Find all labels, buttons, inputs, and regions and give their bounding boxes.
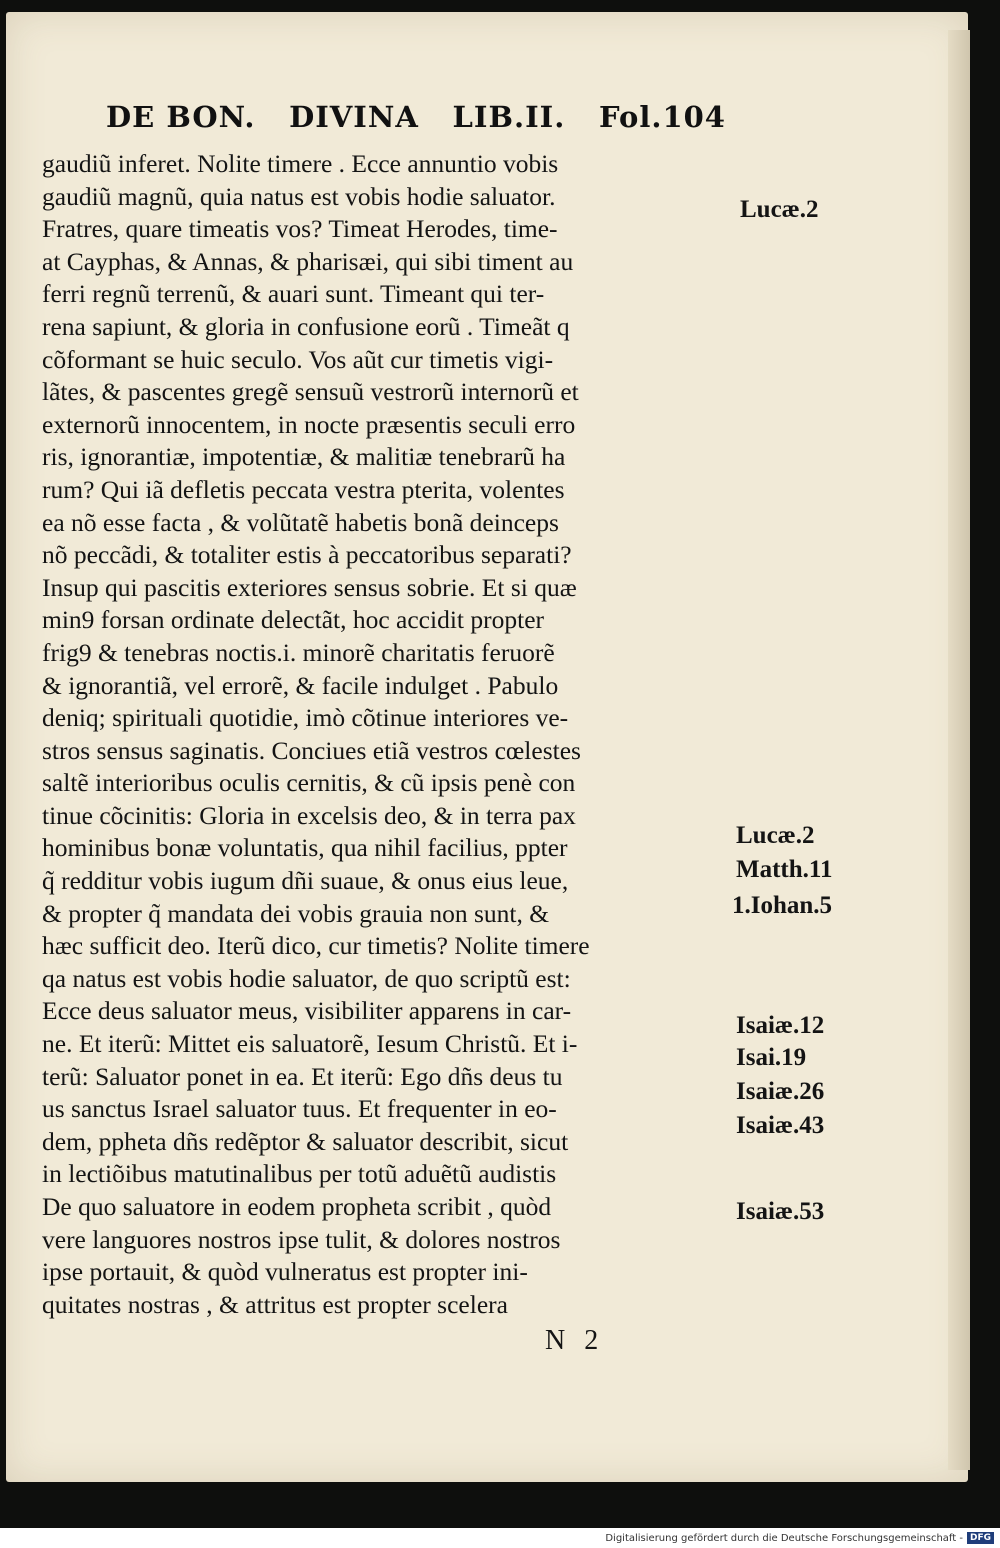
text-line: ipse portauit, & quòd vulneratus est propter ini- [42, 1257, 528, 1287]
text-line: dem, ppheta dñs redẽptor & saluator describit, sicut [42, 1126, 569, 1156]
margin-note-luke: Lucæ.2 [740, 196, 819, 223]
text-line: Fratres, quare timeatis vos? Timeat Herodes, time- [42, 214, 558, 244]
margin-note-isaiah: Isaiæ.43 [736, 1112, 825, 1139]
margin-note-matthew: Matth.11 [736, 856, 833, 883]
text-line: ferri regnũ terrenũ, & auari sunt. Timeant qui ter- [42, 279, 545, 309]
text-line: saltẽ interioribus oculis cernitis, & cũ ipsis penè con [42, 768, 576, 798]
text-line: rena sapiunt, & gloria in confusione eorũ . Timeãt q [42, 311, 570, 341]
text-line: at Cayphas, & Annas, & pharisæi, qui sibi timent au [42, 246, 574, 276]
text-line: & propter q̃ mandata dei vobis grauia non sunt, & [42, 898, 550, 928]
text-line: externorũ innocentem, in nocte præsentis seculi erro [42, 409, 576, 439]
text-line: hæc sufficit deo. Iterũ dico, cur timetis? Nolite timere [42, 931, 590, 961]
text-line: De quo saluatore in eodem propheta scribit , quòd [42, 1192, 552, 1221]
text-line: min9 forsan ordinate delectãt, hoc accidit propter [42, 605, 545, 635]
main-text-block [42, 148, 732, 1321]
text-line: in lectiõibus matutinalibus per totũ aduẽtũ audistis [42, 1159, 557, 1189]
text-line: stros sensus saginatis. Conciues etiã vestros cœlestes [42, 735, 581, 765]
text-line: ea nõ esse facta , & volũtatẽ habetis bonã deinceps [42, 507, 559, 537]
footer-credit: Digitalisierung gefördert durch die Deutsche Forschungsgemeinschaft - [605, 1532, 963, 1544]
page-edge-shadow [948, 30, 970, 1470]
text-line: ris, ignorantiæ, impotentiæ, & malitiæ tenebrarũ ha [42, 442, 566, 472]
text-line: nõ peccãdi, & totaliter estis à peccatoribus separati? [42, 540, 572, 570]
dfg-logo-icon: DFG [967, 1532, 994, 1544]
margin-note-john: 1.Iohan.5 [732, 892, 833, 919]
header-folio: Fol.104 [598, 100, 726, 134]
text-line: tinue cõcinitis: Gloria in excelsis deo, & in terra pax [42, 800, 576, 830]
text-line: cõformant se huic seculo. Vos aũt cur timetis vigi- [42, 344, 554, 374]
text-line: terũ: Saluator ponet in ea. Et iterũ: Ego dñs deus tu [42, 1061, 563, 1091]
text-line: Ecce deus saluator meus, visibiliter apparens in car- [42, 996, 572, 1026]
text-line: lãtes, & pascentes gregẽ sensuũ vestrorũ internorũ et [42, 377, 579, 407]
text-line: frig9 & tenebras noctis.i. minorẽ charitatis feruorẽ [42, 637, 555, 667]
margin-note-isaiah: Isai.19 [736, 1044, 807, 1071]
header-left: DE BON. [106, 100, 256, 134]
text-line: quitates nostras , & attritus est propter scelera [42, 1289, 508, 1319]
margin-note-isaiah: Isaiæ.53 [736, 1198, 825, 1225]
text-line: gaudiũ inferet. Nolite timere . Ecce annuntio vobis [42, 149, 559, 178]
text-line: rum? Qui iã defletis peccata vestra pterita, volentes [42, 474, 565, 504]
margin-note-isaiah: Isaiæ.26 [736, 1078, 825, 1105]
digitization-footer [0, 1528, 1000, 1548]
text-line: Insup qui pascitis exteriores sensus sobrie. Et si quæ [42, 572, 577, 602]
text-line: deniq; spirituali quotidie, imò cõtinue interiores ve- [42, 703, 569, 733]
header-book: LIB.II. [452, 100, 566, 134]
text-line: ne. Et iterũ: Mittet eis saluatorẽ, Iesum Christũ. Et i- [42, 1029, 578, 1059]
text-line: qa natus est vobis hodie saluator, de quo scriptũ est: [42, 963, 571, 993]
signature-mark: N 2 [545, 1325, 605, 1356]
text-line: gaudiũ magnũ, quia natus est vobis hodie saluator. [42, 181, 556, 211]
text-line: hominibus bonæ voluntatis, qua nihil facilius, ppter [42, 833, 568, 863]
margin-note-isaiah: Isaiæ.12 [736, 1012, 825, 1039]
text-line: & ignorantiã, vel errorẽ, & facile indulget . Pabulo [42, 670, 559, 700]
running-header [106, 100, 726, 140]
text-line: us sanctus Israel saluator tuus. Et frequenter in eo- [42, 1094, 557, 1124]
text-line: vere languores nostros ipse tulit, & dolores nostros [42, 1224, 561, 1254]
text-line: q̃ redditur vobis iugum dñi suaue, & onus eius leue, [42, 866, 569, 896]
margin-note-luke: Lucæ.2 [736, 822, 815, 849]
header-middle: DIVINA [289, 100, 419, 134]
